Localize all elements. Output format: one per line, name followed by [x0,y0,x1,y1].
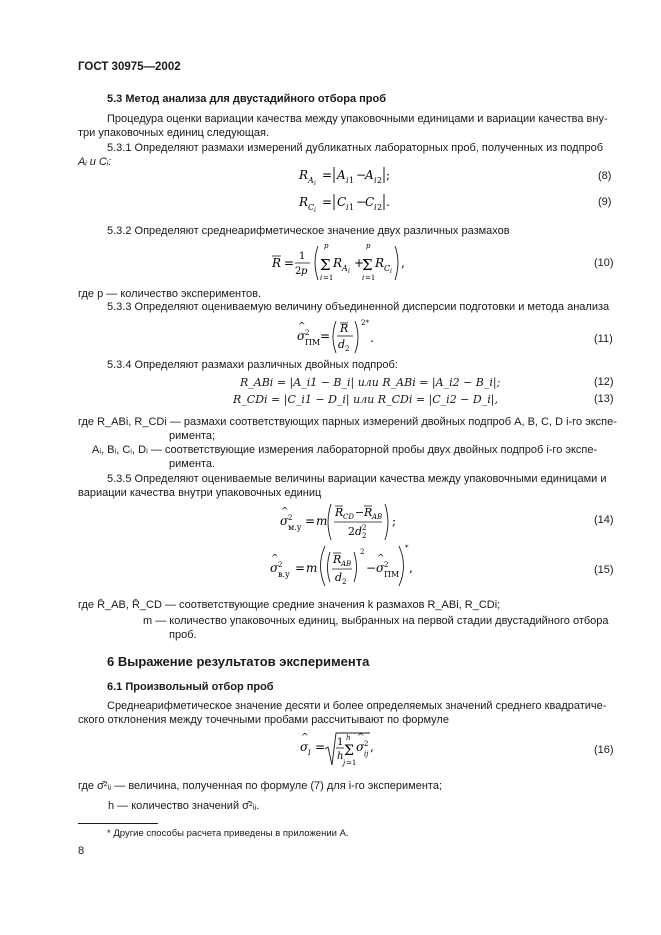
svg-text:=: = [322,168,333,182]
equation-8 [295,162,415,188]
svg-text:^: ^ [377,554,385,564]
para-5-3-2: 5.3.2 Определяют среднеарифметическое значение двух различных размахов [107,225,510,237]
svg-text:в.у: в.у [278,570,290,579]
svg-text:CD: CD [343,513,354,521]
svg-text:1: 1 [349,203,355,212]
subsection-heading-6-1: 6.1 Произвольный отбор проб [107,681,274,693]
svg-text:^: ^ [357,733,365,743]
svg-text:*: * [405,544,409,552]
where-rab-bar: где R̄_AB, R̄_CD — соответствующие средние значения k размахов R_ABi, R_CDi; [78,599,501,611]
svg-text:1: 1 [299,251,306,262]
equation-number-13: (13) [594,393,614,405]
para-5-3-4: 5.3.4 Определяют размахи различных двойных подпроб: [107,359,398,371]
svg-text:2: 2 [377,203,383,212]
footnote-divider [78,823,158,824]
svg-text:p: p [301,266,308,277]
equation-number-10: (10) [594,257,614,269]
where-abcd: Aᵢ, Bᵢ, Cᵢ, Dᵢ — соответствующие измерения лабораторной пробы двух двойных подпроб i-го экспе- [92,444,598,456]
para-5-3-1-cont: Aᵢ и Cᵢ: [78,156,112,168]
svg-text:h: h [346,734,351,742]
svg-text:C: C [365,195,375,209]
svg-text:=1: =1 [346,759,357,767]
svg-text:^: ^ [301,733,309,743]
svg-text:C: C [308,203,315,212]
equation-12: R_ABi = |A_i1 − B_i| или R_ABi = |A_i2 − B_i|; [240,376,501,389]
where-h: h — количество значений σ̂²ᵢⱼ. [108,800,260,812]
svg-text:i: i [374,176,377,185]
svg-text:;: ; [386,168,391,182]
svg-text:=1: =1 [365,274,376,282]
svg-text:i: i [314,180,316,187]
svg-text:i: i [320,274,323,282]
svg-text:R: R [299,195,309,209]
intro-line-2: три упаковочных единиц следующая. [78,127,270,139]
svg-text:м.у: м.у [288,523,302,532]
svg-text:2: 2 [384,561,389,569]
svg-text:^: ^ [298,322,306,332]
svg-text:C: C [337,195,347,209]
equation-10 [270,240,410,284]
equation-number-14: (14) [594,514,614,526]
intro-line-1: Процедура оценки вариации качества между упаковочными единицами и вариации качества вну- [107,113,608,125]
svg-text:=: = [305,514,316,528]
equation-16 [298,727,398,769]
where-rab-rcd: где R_ABi, R_CDi — размахи соответствующих парных измерений двойных подпроб A, B, C, D i-го экспе- [78,416,617,428]
svg-text:C: C [384,264,391,273]
svg-text:i: i [348,268,350,275]
svg-text:1: 1 [349,176,355,185]
svg-text:,: , [401,256,405,270]
svg-text:^: ^ [271,554,279,564]
svg-text:σ: σ [297,329,306,343]
svg-text:i: i [362,274,365,282]
svg-text:−: − [355,506,365,519]
svg-text:R: R [299,168,309,182]
svg-text:m: m [316,514,328,528]
svg-text:+: + [354,256,365,270]
equation-13: R_CDi = |C_i1 − D_i| или R_CDi = |C_i2 − D_i|, [233,393,498,406]
svg-text:d: d [338,338,346,351]
svg-text:p: p [324,242,329,250]
where-m-cont: проб. [169,629,197,641]
svg-text:2*: 2* [361,319,369,327]
svg-text:d: d [355,525,363,538]
equation-number-9: (9) [598,196,612,208]
svg-text:d: d [335,571,343,584]
svg-text:;: ; [392,514,397,528]
svg-text:=: = [295,561,306,575]
svg-text:A: A [308,176,314,185]
svg-text:1: 1 [337,737,344,748]
page-number: 8 [78,845,85,857]
equation-number-11: (11) [594,333,613,345]
equation-15 [268,544,418,588]
svg-text:Σ: Σ [362,256,373,274]
svg-text:R: R [335,506,344,519]
svg-text:2: 2 [345,345,350,353]
svg-text:2: 2 [305,329,310,337]
svg-text:2: 2 [278,561,283,569]
svg-text:2: 2 [295,266,302,277]
para-5-3-5: 5.3.5 Определяют оцениваемые величины вариации качества между упаковочными единицами и [107,473,607,485]
svg-text:σ: σ [270,561,279,575]
svg-text:.: . [386,195,390,209]
svg-text:Σ: Σ [344,743,354,759]
svg-text:=: = [284,256,295,270]
svg-text:I: I [308,749,311,757]
equation-number-16: (16) [594,744,614,756]
para-6-1-line-2: ского отклонения между точечными пробами рассчитывают по формуле [78,714,449,726]
svg-text:p: p [366,242,371,250]
svg-text:=: = [315,740,326,754]
svg-text:−: − [356,168,367,182]
svg-text:=1: =1 [323,274,334,282]
where-m: m — количество упаковочных единиц, выбранных на первой стадии двустадийного отбора [143,615,609,627]
svg-text:R: R [375,256,385,270]
svg-text:j: j [343,759,346,767]
footnote: * Другие способы расчета приведены в приложении А. [107,828,349,839]
para-5-3-3: 5.3.3 Определяют оцениваемую величину объединенной дисперсии подготовки и метода анализа [107,301,610,313]
svg-text:2: 2 [362,524,367,532]
svg-text:A: A [337,168,346,182]
svg-text:2: 2 [288,514,293,522]
para-6-1-line-1: Среднеарифметическое значение десяти и более определяемых значений среднего квадратиче- [107,700,607,712]
svg-text:2: 2 [362,532,367,540]
svg-text:R: R [340,322,349,335]
svg-text:R: R [364,506,373,519]
svg-text:A: A [342,264,348,273]
section-heading-5-3: 5.3 Метод анализа для двустадийного отбора проб [107,93,387,105]
svg-text:A: A [365,168,374,182]
svg-text:=: = [322,195,333,209]
where-rab-rcd-cont: римента; [169,430,216,442]
svg-text:h: h [337,751,344,762]
where-p: где p — количество экспериментов. [78,288,262,300]
svg-text:−: − [356,195,367,209]
equation-9 [295,189,415,215]
section-heading-6: 6 Выражение результатов эксперимента [107,654,370,669]
svg-text:ПМ: ПМ [384,570,400,579]
svg-text:σ: σ [280,514,289,528]
svg-text:^: ^ [281,507,289,517]
svg-text:i: i [314,207,316,214]
svg-text:2: 2 [360,548,365,556]
svg-text:−: − [366,561,377,575]
svg-text:ПМ: ПМ [305,338,321,347]
svg-text:ij: ij [364,750,369,758]
svg-text:.: . [370,331,374,345]
document-header: ГОСТ 30975—2002 [78,61,181,73]
svg-text:2: 2 [377,176,383,185]
svg-text:,: , [409,561,413,575]
svg-text:Σ: Σ [320,256,331,274]
svg-text:σ: σ [376,561,385,575]
svg-text:AB: AB [372,513,383,521]
para-5-3-5-cont: вариации качества внутри упаковочных единиц [78,487,322,499]
svg-text:AB: AB [341,560,352,568]
equation-number-12: (12) [594,376,614,388]
equation-14 [278,500,408,542]
svg-text:m: m [306,561,318,575]
svg-text:,: , [370,740,374,754]
para-5-3-1: 5.3.1 Определяют размахи измерений дубликатных лабораторных проб, полученных из подпроб [107,142,604,154]
equation-11 [295,315,395,357]
svg-text:2: 2 [348,525,355,538]
svg-text:=: = [320,329,331,343]
where-abcd-cont: римента. [169,458,216,470]
equation-number-15: (15) [594,564,614,576]
svg-text:R: R [272,256,282,270]
svg-text:σ: σ [300,740,309,754]
equation-number-8: (8) [598,170,612,182]
svg-text:i: i [374,203,377,212]
svg-text:i: i [346,203,349,212]
svg-text:i: i [346,176,349,185]
svg-text:R: R [333,553,342,566]
svg-text:2: 2 [364,740,369,748]
svg-text:i: i [390,268,392,275]
svg-text:R: R [333,256,343,270]
svg-text:σ: σ [356,740,365,754]
svg-text:2: 2 [342,578,347,586]
where-sigma-ij: где σ̂²ᵢⱼ — величина, полученная по формуле (7) для i-го эксперимента; [78,780,443,792]
